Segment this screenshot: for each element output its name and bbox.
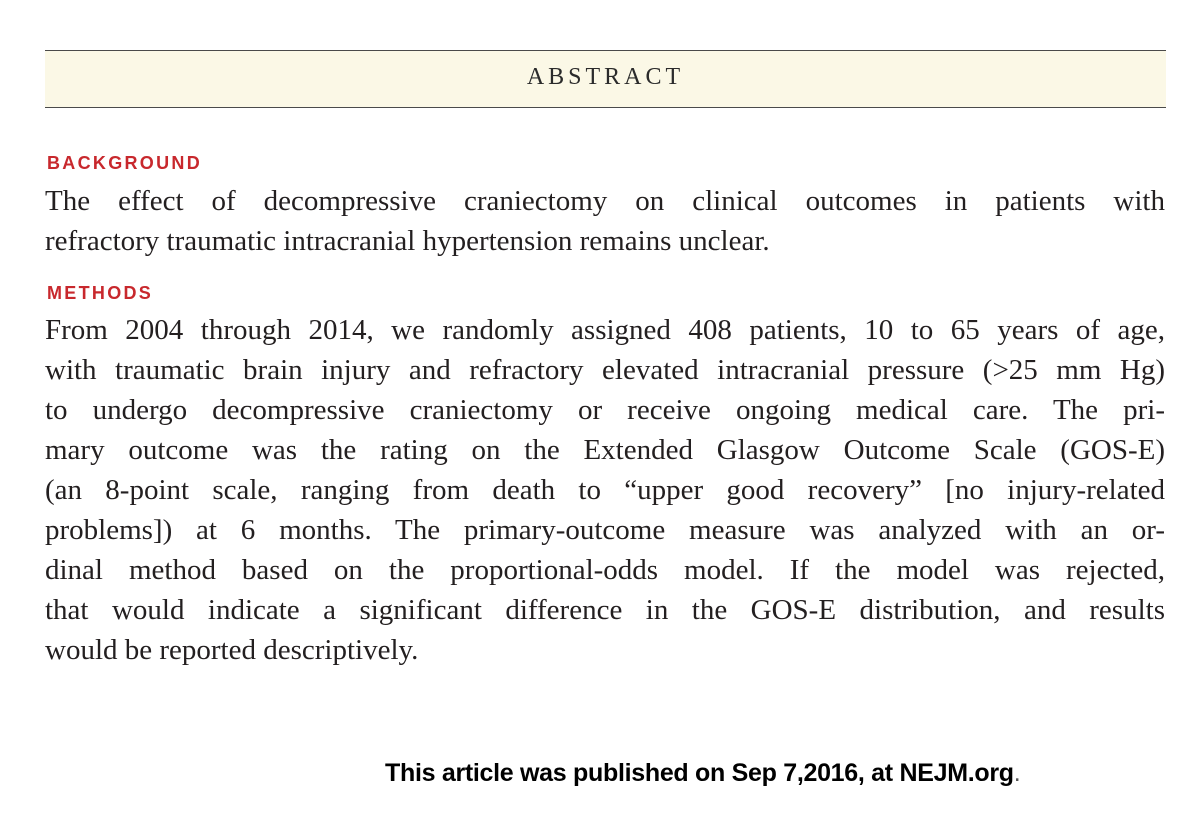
abstract-header-band: [45, 50, 1166, 108]
methods-text-line: From 2004 through 2014, we randomly assigned 408 patients, 10 to 65 years of age,: [45, 314, 1165, 346]
methods-text-line: (an 8-point scale, ranging from death to “upper good recovery” [no injury-related: [45, 474, 1165, 506]
publication-note: [385, 759, 1020, 788]
methods-text-line: would be reported descriptively.: [45, 634, 419, 666]
background-text-line: refractory traumatic intracranial hypertension remains unclear.: [45, 225, 770, 257]
publication-note-period: .: [1013, 759, 1021, 787]
methods-text-line: to undergo decompressive craniectomy or receive ongoing medical care. The pri-: [45, 394, 1165, 426]
abstract-title: ABSTRACT: [526, 64, 685, 90]
methods-text-line: mary outcome was the rating on the Extended Glasgow Outcome Scale (GOS-E): [45, 434, 1165, 466]
methods-text-line: dinal method based on the proportional-odds model. If the model was rejected,: [45, 554, 1165, 586]
methods-text-line: that would indicate a significant difference in the GOS-E distribution, and results: [45, 594, 1165, 626]
methods-text-line: with traumatic brain injury and refractory elevated intracranial pressure (>25 mm Hg): [45, 354, 1165, 386]
methods-heading: METHODS: [47, 283, 154, 303]
methods-text-line: problems]) at 6 months. The primary-outcome measure was analyzed with an or-: [45, 514, 1165, 546]
background-text-line: The effect of decompressive craniectomy on clinical outcomes in patients with: [45, 185, 1165, 217]
background-heading: BACKGROUND: [47, 153, 202, 173]
publication-note-text: This article was published on Sep 7,2016, at NEJM.org: [385, 759, 1014, 787]
